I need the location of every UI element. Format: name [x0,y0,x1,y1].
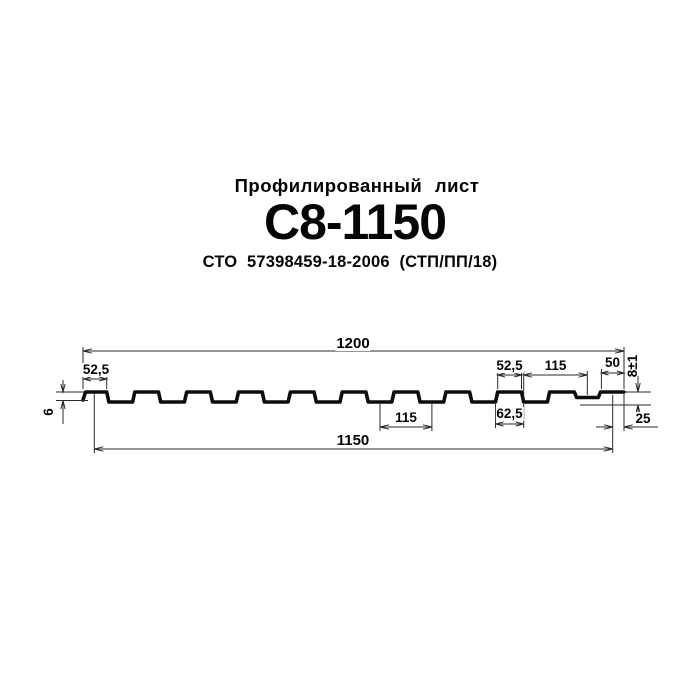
dim-label-pitch-bottom: 115 [395,410,417,425]
dim-label-rib-top-right: 52,5 [496,358,523,373]
dim-label-edge-lip-height: 6 [41,408,56,416]
dim-label-overall-width: 1200 [336,335,370,352]
dim-label-edge-flat: 50 [604,355,621,370]
page-title: Профилированный лист [234,175,480,196]
dim-label-profile-height: 8±1 [625,354,640,378]
dim-label-pitch-top-right: 115 [544,358,567,373]
profile-outline [83,392,624,402]
dim-label-working-width: 1150 [336,432,370,449]
standard-reference: СТО 57398459-18-2006 (СТП/ПП/18) [202,253,498,271]
dim-label-rib-top-left: 52,5 [82,362,110,377]
dim-label-edge-margin: 25 [635,411,651,426]
dim-label-rib-base: 62,5 [496,406,523,421]
profile-model-title: С8-1150 [263,194,447,250]
